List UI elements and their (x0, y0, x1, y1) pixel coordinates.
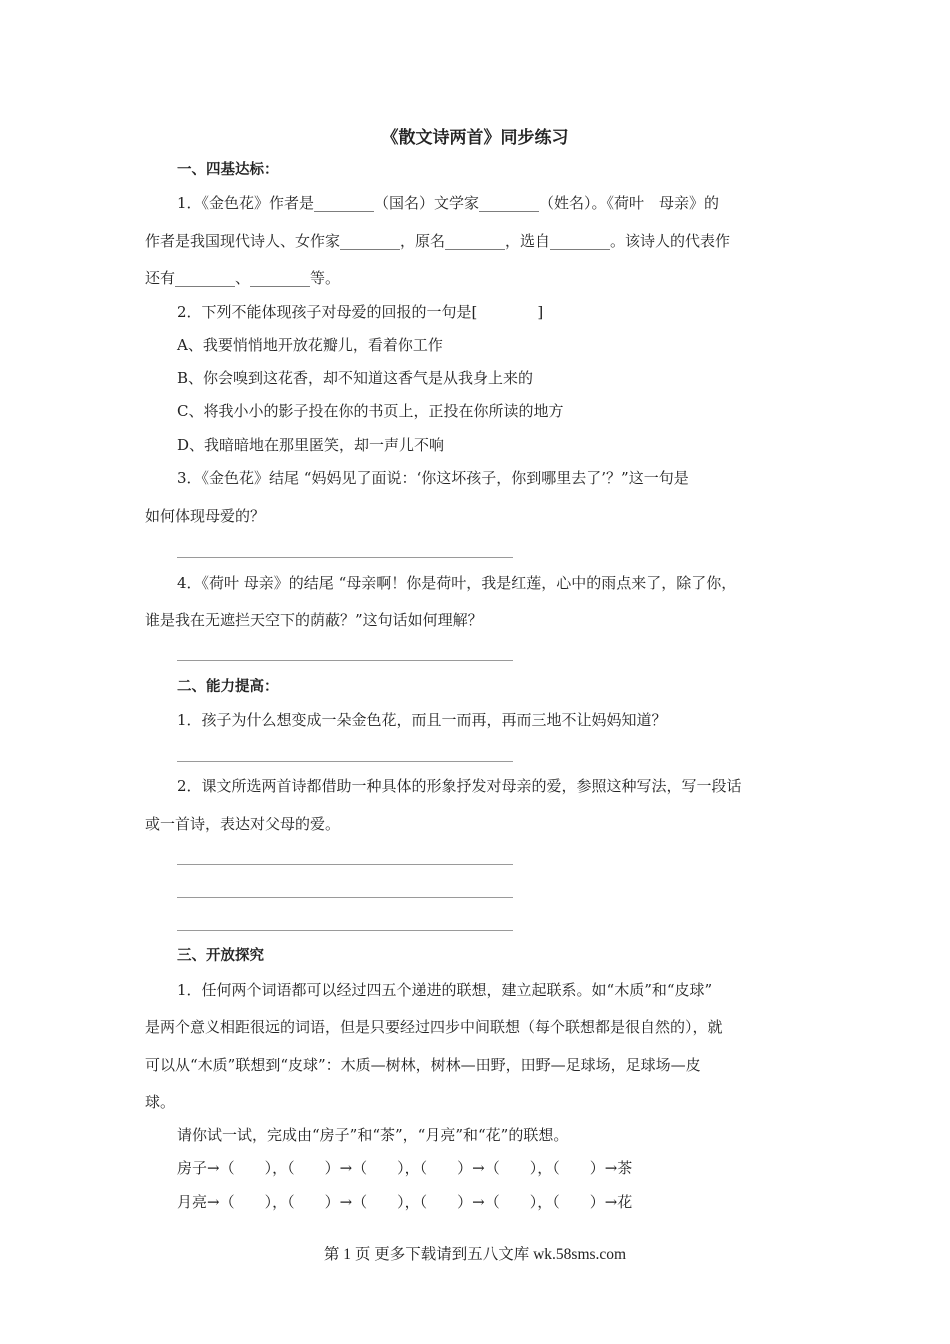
q2-option-d: D、我暗暗地在那里匿笑，却一声儿不响 (177, 436, 445, 454)
answer-line (177, 660, 513, 661)
q2-option-b: B、你会嗅到这花香，却不知道这香气是从我身上来的 (177, 369, 534, 387)
s3-q1-line-4: 球。 (145, 1093, 176, 1111)
q1-line-1: 1．《金色花》作者是________（国名）文学家________（姓名）。《荷叶 母亲》的 (177, 194, 720, 212)
s3-q1-line-2: 是两个意义相距很远的词语，但是只要经过四步中间联想（每个联想都是很自然的），就 (145, 1018, 723, 1036)
answer-line (177, 864, 513, 865)
association-chain-moon-flower: 月亮→（ ），（ ）→（ ），（ ）→（ ），（ ）→花 (177, 1193, 633, 1211)
s3-task: 请你试一试，完成由“房子”和“茶”，“月亮”和“花”的联想。 (177, 1126, 569, 1144)
q4-line-1: 4．《荷叶 母亲》的结尾 “母亲啊！你是荷叶，我是红莲，心中的雨点来了，除了你， (177, 574, 737, 592)
answer-line (177, 761, 513, 762)
s2-q2-line-2: 或一首诗，表达对父母的爱。 (145, 815, 341, 833)
q4-line-2: 谁是我在无遮拦天空下的荫蔽？”这句话如何理解？ (145, 611, 483, 629)
answer-line (177, 930, 513, 931)
section-heading-basic: 一、四基达标： (177, 162, 279, 178)
s3-q1-line-1: 1．任何两个词语都可以经过四五个递进的联想，建立起联系。如“木质”和“皮球” (177, 981, 713, 999)
q3-line-2: 如何体现母爱的？ (145, 507, 266, 525)
s2-q2-line-1: 2．课文所选两首诗都借助一种具体的形象抒发对母亲的爱，参照这种写法，写一段话 (177, 777, 742, 795)
q2-stem: 2．下列不能体现孩子对母爱的回报的一句是[ ] (177, 303, 544, 321)
s3-q1-line-3: 可以从“木质”联想到“皮球”：木质—树林，树林—田野，田野—足球场，足球场—皮 (145, 1056, 701, 1074)
answer-line (177, 557, 513, 558)
section-heading-ability: 二、能力提高： (177, 679, 279, 695)
answer-line (177, 897, 513, 898)
q2-option-c: C、将我小小的影子投在你的书页上，正投在你所读的地方 (177, 402, 564, 420)
q1-line-2: 作者是我国现代诗人、女作家________，原名________，选自________。该诗人的代表作 (145, 232, 731, 250)
association-chain-house-tea: 房子→（ ），（ ）→（ ），（ ）→（ ），（ ）→茶 (177, 1159, 633, 1177)
q3-line-1: 3．《金色花》结尾 “妈妈见了面说：‘你这坏孩子，你到哪里去了’？”这一句是 (177, 469, 689, 487)
page-footer: 第 1 页 更多下载请到五八文库 wk.58sms.com (323, 1246, 627, 1263)
s2-q1: 1．孩子为什么想变成一朵金色花，而且一而再，再而三地不让妈妈知道？ (177, 711, 667, 729)
q2-option-a: A、我要悄悄地开放花瓣儿，看着你工作 (177, 336, 443, 354)
document-title: 《散文诗两首》同步练习 (381, 128, 569, 148)
section-heading-explore: 三、开放探究 (177, 948, 264, 964)
q1-line-3: 还有________、________等。 (145, 269, 341, 287)
